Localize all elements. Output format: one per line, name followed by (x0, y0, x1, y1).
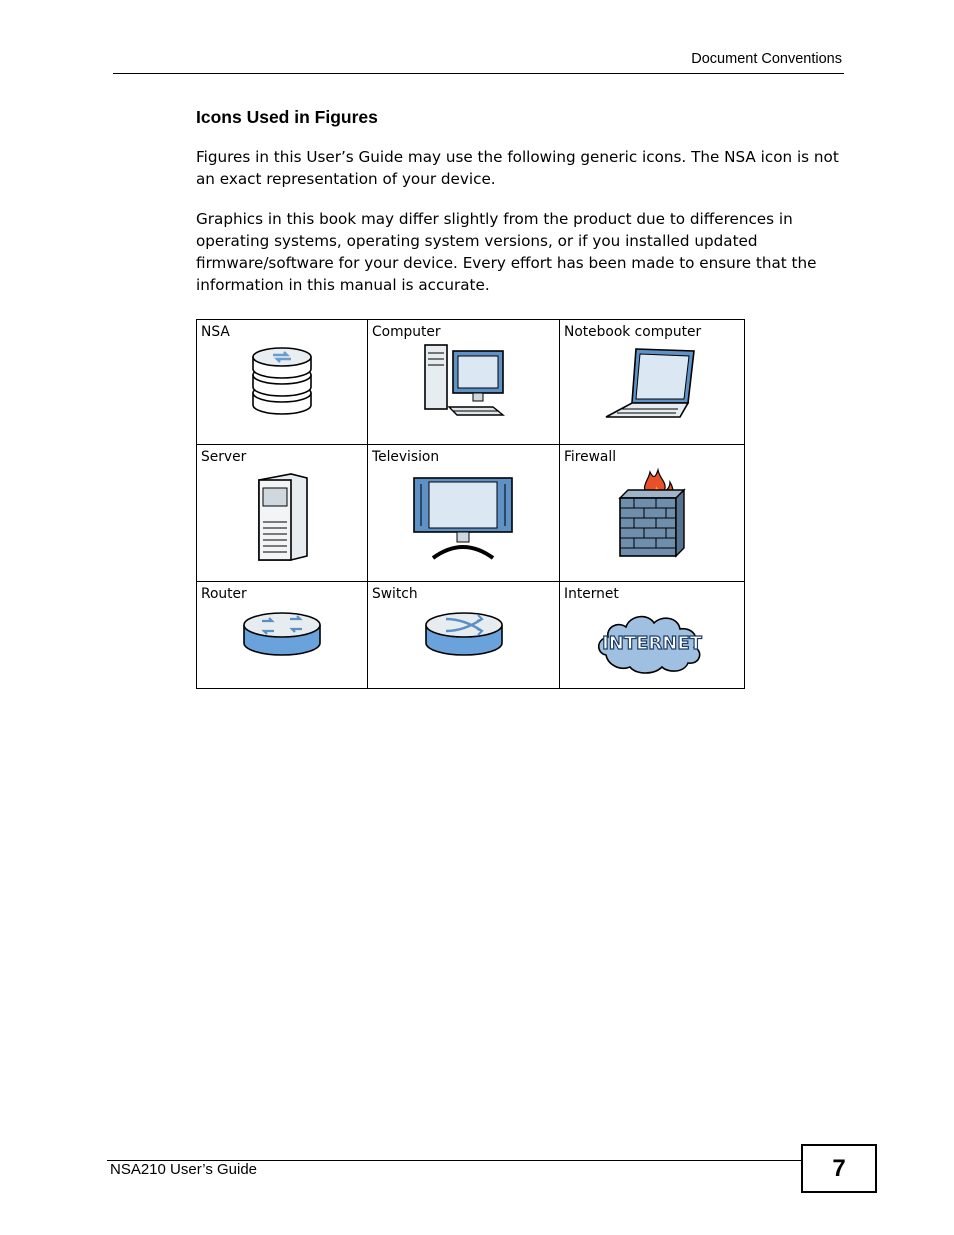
icons-row (197, 582, 745, 689)
icon-label: Computer (372, 324, 441, 340)
page-number: 7 (801, 1144, 877, 1193)
icon-cell-internet (560, 582, 745, 689)
switch-icon (422, 603, 506, 663)
television-icon (409, 466, 519, 561)
header-rule (113, 73, 844, 74)
icon-cell-notebook-computer (560, 320, 745, 445)
paragraph-2: Graphics in this book may differ slightly from the product due to differences in operating systems, operating system versions, or if you installed updated firmware/software for your device. Every effort has been made to ensure that the information in this manual is accurate. (196, 210, 817, 294)
icon-cell-nsa (197, 320, 368, 445)
icon-label: Switch (372, 586, 418, 602)
server-icon (247, 466, 317, 561)
icon-cell-router (197, 582, 368, 689)
icon-label: Internet (564, 586, 619, 602)
icon-cell-server (197, 445, 368, 582)
internet-logo-text: INTERNET (602, 633, 702, 654)
icons-table (196, 319, 745, 689)
icon-label: NSA (201, 324, 230, 340)
icon-cell-television (368, 445, 560, 582)
icons-row (197, 445, 745, 582)
firewall-icon (612, 466, 692, 561)
section-title: Icons Used in Figures (196, 107, 378, 127)
icon-label: Firewall (564, 449, 617, 465)
internet-icon (592, 603, 712, 679)
notebook-computer-icon (602, 341, 702, 423)
footer-guide-title: NSA210 User’s Guide (110, 1161, 258, 1178)
icon-cell-switch (368, 582, 560, 689)
icon-label: Television (372, 449, 440, 465)
icons-row (197, 320, 745, 445)
paragraph-1: Figures in this User’s Guide may use the following generic icons. The NSA icon is not an exact representation of your device. (196, 148, 839, 188)
computer-icon (419, 341, 509, 423)
icon-cell-firewall (560, 445, 745, 582)
icon-label: Notebook computer (564, 324, 702, 340)
running-header: Document Conventions (691, 51, 842, 67)
router-icon (240, 603, 324, 663)
icon-label: Server (201, 449, 247, 465)
nsa-icon (247, 341, 317, 421)
icon-label: Router (201, 586, 247, 602)
icon-cell-computer (368, 320, 560, 445)
